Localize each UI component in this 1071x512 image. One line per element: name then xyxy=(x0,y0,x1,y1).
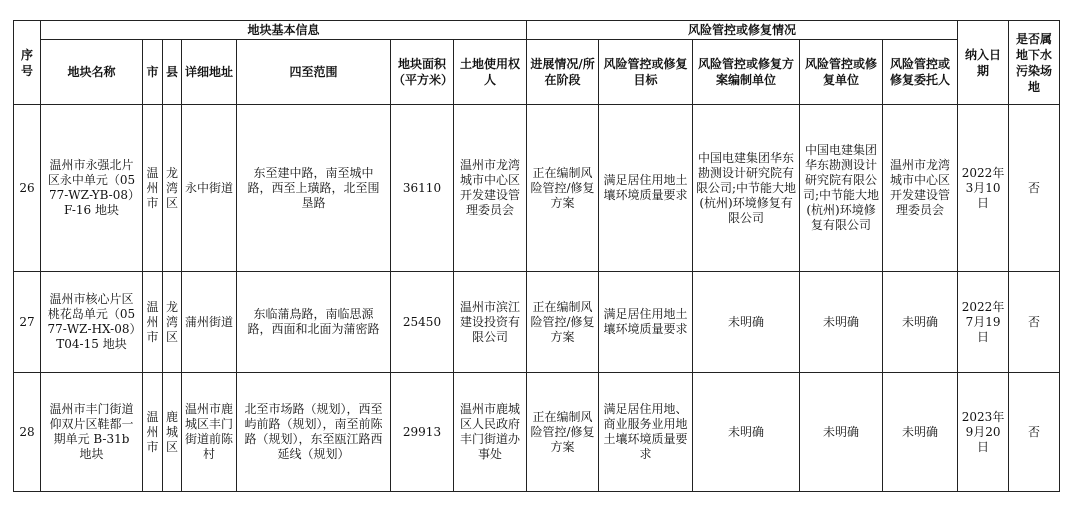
header-progress: 进展情况/所在阶段 xyxy=(527,40,599,105)
cell-progress: 正在编制风险管控/修复方案 xyxy=(527,272,599,373)
table-row xyxy=(14,373,1060,492)
cell-city: 温州市 xyxy=(143,272,163,373)
cell-date: 2022年7月19日 xyxy=(958,272,1009,373)
cell-date: 2023年9月20日 xyxy=(958,373,1009,492)
cell-address: 蒲州街道 xyxy=(182,272,237,373)
cell-address: 温州市鹿城区丰门街道前陈村 xyxy=(182,373,237,492)
cell-area: 36110 xyxy=(391,105,454,272)
table-row xyxy=(14,105,1060,272)
cell-goal: 满足居住用地、商业服务业用地土壤环境质量要求 xyxy=(599,373,693,492)
cell-seq: 28 xyxy=(14,373,41,492)
header-name: 地块名称 xyxy=(41,40,143,105)
cell-client: 未明确 xyxy=(883,272,958,373)
cell-goal: 满足居住用地土壤环境质量要求 xyxy=(599,105,693,272)
cell-plan-unit: 未明确 xyxy=(693,373,800,492)
header-seq: 序号 xyxy=(14,21,41,105)
cell-city: 温州市 xyxy=(143,105,163,272)
cell-repair-unit: 中国电建集团华东勘测设计研究院有限公司;中节能大地(杭州)环境修复有限公司 xyxy=(800,105,883,272)
header-date: 纳入日期 xyxy=(958,21,1009,105)
cell-range: 北至市场路（规划），西至屿前路（规划），南至前陈路（规划），东至瓯江路西延线（规划） xyxy=(237,373,391,492)
cell-repair-unit: 未明确 xyxy=(800,272,883,373)
cell-progress: 正在编制风险管控/修复方案 xyxy=(527,105,599,272)
cell-range: 东临蒲鳥路，南临思源路，西面和北面为蒲密路 xyxy=(237,272,391,373)
site-list-container xyxy=(13,20,1060,492)
header-range: 四至范围 xyxy=(237,40,391,105)
cell-address: 永中街道 xyxy=(182,105,237,272)
header-groundwater: 是否属地下水污染场地 xyxy=(1009,21,1060,105)
cell-owner: 温州市鹿城区人民政府丰门街道办事处 xyxy=(454,373,527,492)
header-row-group xyxy=(14,21,1060,40)
cell-groundwater: 否 xyxy=(1009,272,1060,373)
cell-client: 温州市龙湾城市中心区开发建设管理委员会 xyxy=(883,105,958,272)
header-risk-control-group: 风险管控或修复情况 xyxy=(527,21,958,40)
table-row xyxy=(14,272,1060,373)
header-goal: 风险管控或修复目标 xyxy=(599,40,693,105)
cell-name: 温州市永强北片区永中单元（0577-WZ-YB-08）F-16 地块 xyxy=(41,105,143,272)
cell-area: 29913 xyxy=(391,373,454,492)
cell-goal: 满足居住用地土壤环境质量要求 xyxy=(599,272,693,373)
header-county: 县 xyxy=(163,40,182,105)
cell-county: 龙湾区 xyxy=(163,272,182,373)
cell-client: 未明确 xyxy=(883,373,958,492)
header-city: 市 xyxy=(143,40,163,105)
cell-date: 2022年3月10日 xyxy=(958,105,1009,272)
cell-groundwater: 否 xyxy=(1009,105,1060,272)
header-repair-unit: 风险管控或修复单位 xyxy=(800,40,883,105)
cell-area: 25450 xyxy=(391,272,454,373)
header-row-columns xyxy=(14,40,1060,105)
cell-city: 温州市 xyxy=(143,373,163,492)
cell-progress: 正在编制风险管控/修复方案 xyxy=(527,373,599,492)
contaminated-site-table xyxy=(13,20,1060,492)
cell-repair-unit: 未明确 xyxy=(800,373,883,492)
cell-name: 温州市丰门街道仰双片区鞋都一期单元 B-31b 地块 xyxy=(41,373,143,492)
header-area: 地块面积（平方米） xyxy=(391,40,454,105)
cell-county: 鹿城区 xyxy=(163,373,182,492)
header-owner: 土地使用权人 xyxy=(454,40,527,105)
cell-plan-unit: 中国电建集团华东勘测设计研究院有限公司;中节能大地(杭州)环境修复有限公司 xyxy=(693,105,800,272)
header-basic-info-group: 地块基本信息 xyxy=(41,21,527,40)
cell-owner: 温州市滨江建设投资有限公司 xyxy=(454,272,527,373)
cell-seq: 27 xyxy=(14,272,41,373)
header-plan-unit: 风险管控或修复方案编制单位 xyxy=(693,40,800,105)
cell-groundwater: 否 xyxy=(1009,373,1060,492)
cell-county: 龙湾区 xyxy=(163,105,182,272)
cell-plan-unit: 未明确 xyxy=(693,272,800,373)
header-client: 风险管控或修复委托人 xyxy=(883,40,958,105)
cell-owner: 温州市龙湾城市中心区开发建设管理委员会 xyxy=(454,105,527,272)
header-address: 详细地址 xyxy=(182,40,237,105)
cell-seq: 26 xyxy=(14,105,41,272)
cell-range: 东至建中路，南至城中路，西至上璜路，北至围垦路 xyxy=(237,105,391,272)
cell-name: 温州市核心片区桃花岛单元（0577-WZ-HX-08）T04-15 地块 xyxy=(41,272,143,373)
